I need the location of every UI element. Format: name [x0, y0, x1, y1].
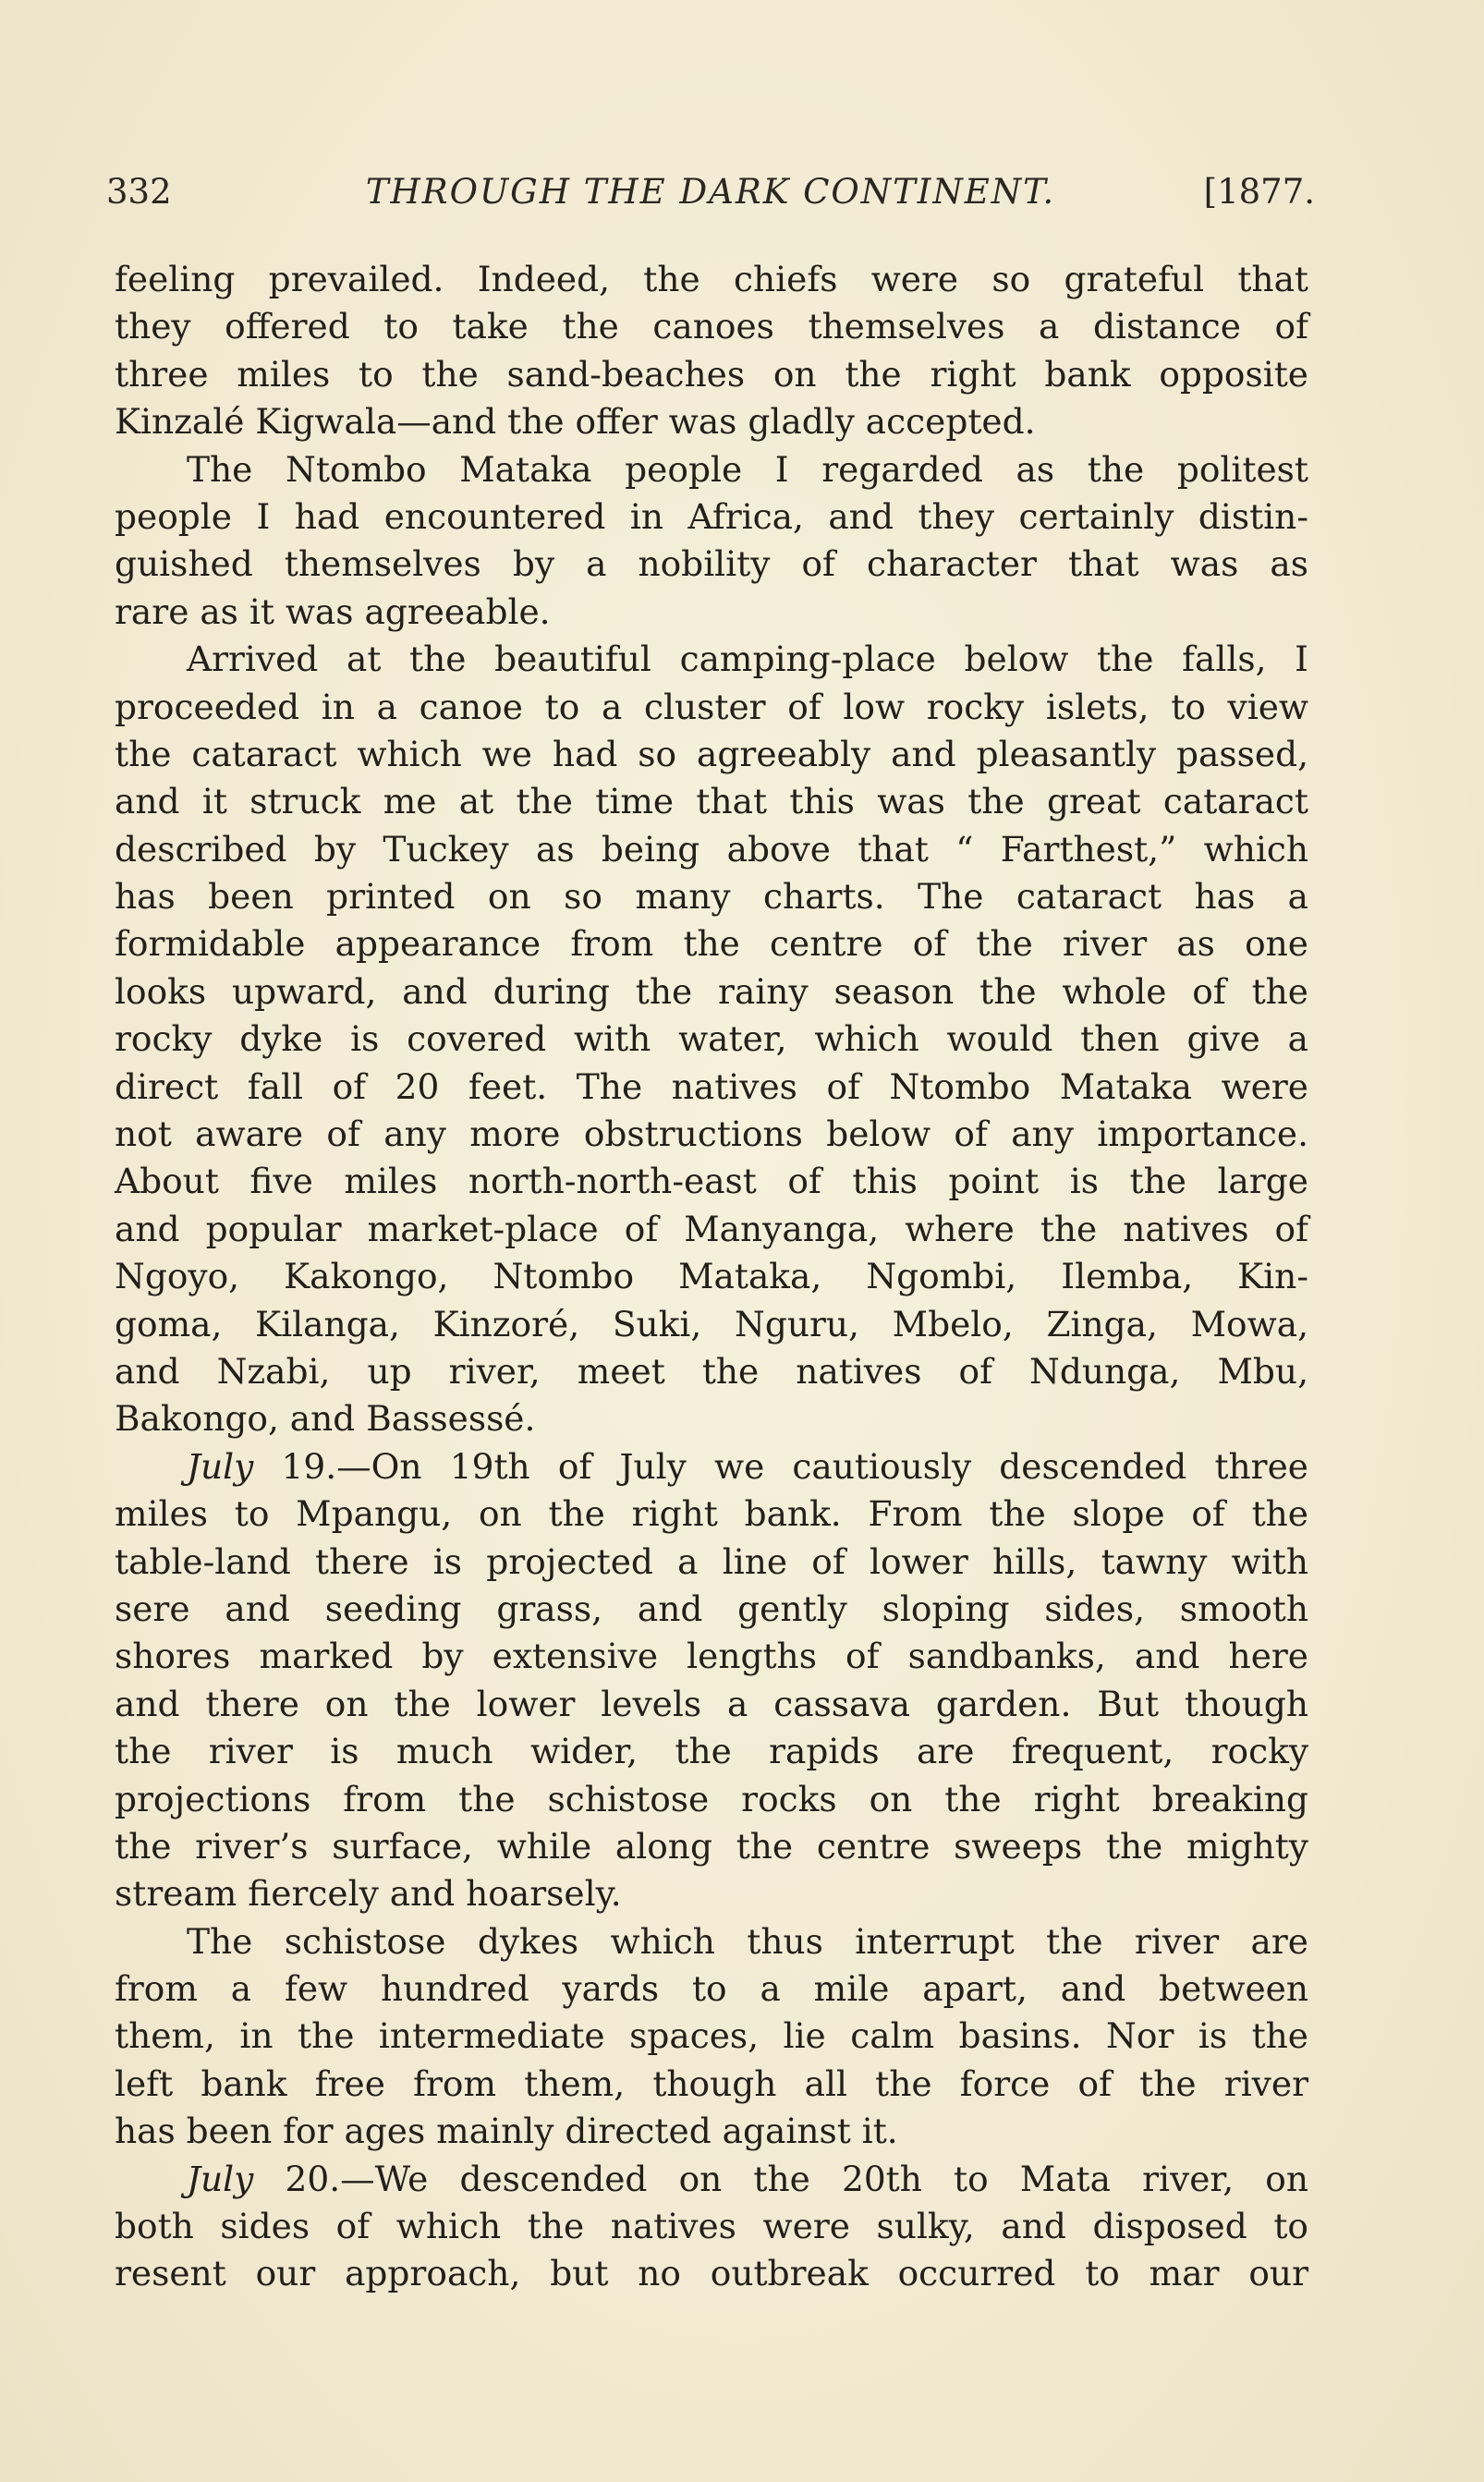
text-line: Bakongo, and Bassessé.: [115, 1398, 536, 1440]
text-line: [115, 2156, 1308, 2203]
text-line: About five miles north-north-east of this point is the large: [115, 1161, 1308, 1202]
text-line: from a few hundred yards to a mile apart, and between: [115, 1968, 1308, 2010]
text-line: Kinzalé Kigwala—and the offer was gladly accepted.: [115, 401, 1036, 443]
text-line: not aware of any more obstructions below of any importance.: [115, 1113, 1308, 1155]
text-line: and Nzabi, up river, meet the natives of Ndunga, Mbu,: [115, 1350, 1308, 1392]
text-line: the river is much wider, the rapids are frequent, rocky: [115, 1731, 1308, 1772]
text-line: stream fiercely and hoarsely.: [115, 1873, 622, 1915]
text-line: they offered to take the canoes themselves a distance of: [115, 306, 1308, 347]
text-line: direct fall of 20 feet. The natives of Ntombo Mataka were: [115, 1065, 1308, 1107]
text-line: three miles to the sand-beaches on the right bank opposite: [115, 353, 1308, 395]
text-line-rest: 19.—On 19th of July we cautiously descended three: [253, 1445, 1308, 1487]
text-line: looks upward, and during the rainy season the whole of the: [115, 970, 1308, 1012]
text-line: Arrived at the beautiful camping-place below the falls, I: [187, 639, 1308, 680]
text-line: formidable appearance from the centre of the river as one: [115, 923, 1308, 965]
text-line: shores marked by extensive lengths of sandbanks, and here: [115, 1636, 1308, 1677]
text-line: people I had encountered in Africa, and they certainly distin-: [115, 495, 1308, 537]
text-line: rare as it was agreeable.: [115, 590, 551, 632]
page-number: 332: [106, 172, 172, 212]
text-line: guished themselves by a nobility of character that was as: [115, 543, 1308, 585]
text-line: left bank free from them, though all the force of the river: [115, 2062, 1308, 2104]
running-year: [1877.: [1203, 172, 1315, 212]
text-line: projections from the schistose rocks on the right breaking: [115, 1778, 1308, 1819]
running-title: THROUGH THE DARK CONTINENT.: [365, 172, 1056, 212]
text-line: [115, 1443, 1308, 1490]
text-line: described by Tuckey as being above that “ Farthest,” which: [115, 828, 1308, 870]
text-line: and popular market-place of Manyanga, where the natives of: [115, 1208, 1308, 1249]
text-line: the cataract which we had so agreeably and pleasantly passed,: [115, 733, 1308, 774]
text-line: and there on the lower levels a cassava garden. But though: [115, 1683, 1308, 1724]
text-line: table-land there is projected a line of lower hills, tawny with: [115, 1540, 1308, 1582]
text-line: both sides of which the natives were sulky, and disposed to: [115, 2206, 1308, 2247]
text-line: miles to Mpangu, on the right bank. From the slope of the: [115, 1493, 1308, 1535]
body-text: [115, 256, 1308, 2298]
text-line-rest: 20.—We descended on the 20th to Mata river, on: [253, 2158, 1308, 2199]
text-line: them, in the intermediate spaces, lie calm basins. Nor is the: [115, 2015, 1308, 2057]
date-label: July: [187, 2158, 254, 2199]
text-line: resent our approach, but no outbreak occurred to mar our: [115, 2253, 1308, 2294]
running-head: [106, 172, 1315, 218]
text-line: and it struck me at the time that this was the great cataract: [115, 781, 1308, 822]
text-line: has been for ages mainly directed against it.: [115, 2111, 898, 2152]
text-line: has been printed on so many charts. The cataract has a: [115, 876, 1308, 918]
text-line: goma, Kilanga, Kinzoré, Suki, Nguru, Mbelo, Zinga, Mowa,: [115, 1303, 1308, 1344]
text-line: feeling prevailed. Indeed, the chiefs were so grateful that: [115, 259, 1308, 299]
text-line: Ngoyo, Kakongo, Ntombo Mataka, Ngombi, Ilemba, Kin-: [115, 1256, 1308, 1297]
text-line: The schistose dykes which thus interrupt the river are: [187, 1920, 1308, 1962]
text-line: rocky dyke is covered with water, which would then give a: [115, 1018, 1308, 1060]
text-line: The Ntombo Mataka people I regarded as the politest: [187, 448, 1308, 490]
date-label: July: [187, 1445, 254, 1487]
text-line: the river’s surface, while along the centre sweeps the mighty: [115, 1825, 1308, 1867]
text-line: sere and seeding grass, and gently sloping sides, smooth: [115, 1588, 1308, 1629]
text-line: proceeded in a canoe to a cluster of low rocky islets, to view: [115, 686, 1308, 727]
